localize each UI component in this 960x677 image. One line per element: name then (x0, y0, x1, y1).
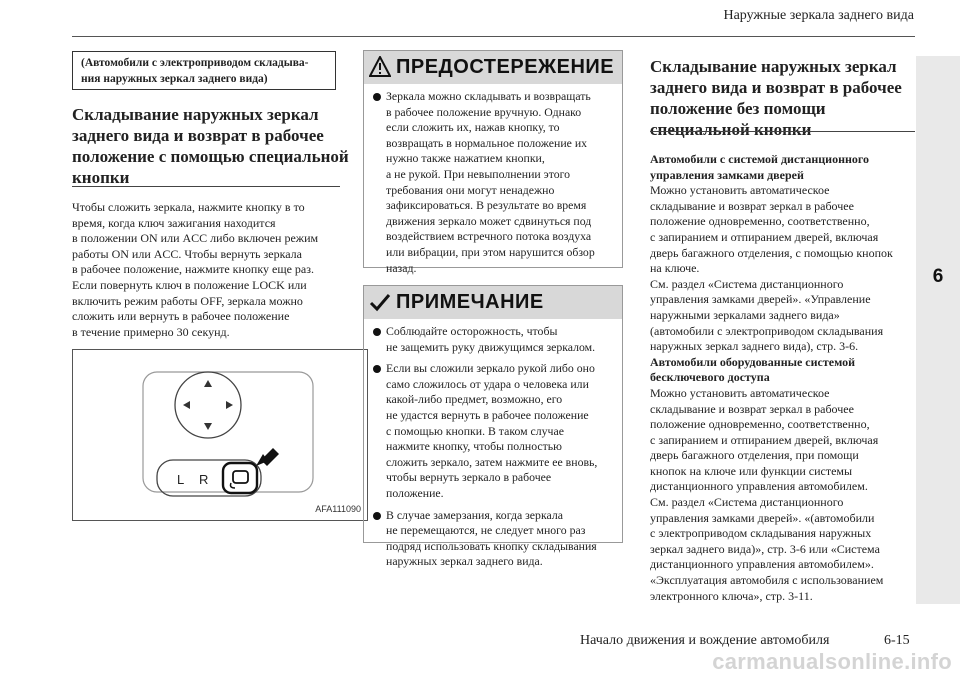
bullet-icon (373, 512, 381, 520)
text-line: назад. (386, 260, 417, 275)
mirror-fold-button (223, 463, 257, 493)
text-line: в рабочее положение вручную. Однако (386, 104, 582, 119)
text-line: Чтобы сложить зеркала, нажмите кнопку в то (72, 200, 305, 214)
text-line: воздействием встречного потока воздуха (386, 229, 592, 244)
heading-line: Складывание наружных зеркал (72, 105, 319, 124)
text-line: требования они могут ненадежно (386, 182, 555, 197)
text-line: а не рукой. При невыполнении этого (386, 166, 571, 181)
text-line: (автомобили с электроприводом складывания (650, 323, 884, 338)
text-line: складывание и возврат зеркал в рабочее (650, 198, 854, 213)
text-line: кнопок на ключе или функции системы (650, 463, 853, 478)
text-line: не защемить руку движущимся зеркалом. (386, 339, 596, 354)
note-list (372, 324, 616, 576)
watermark: carmanualsonline.info (712, 649, 952, 674)
warning-box (363, 50, 623, 275)
text-line: или вибрации, при этом нарушится обзор (386, 244, 595, 259)
text-line: наружных зеркал заднего вида), стр. 3-6. (650, 339, 859, 354)
bullet-icon (373, 365, 381, 373)
text-line: наружными зеркалами заднего вида» (650, 307, 840, 322)
text-line: дверь багажного отделения, с помощью кнопок (650, 245, 893, 260)
text-line: нужно также нажатием кнопки, (386, 151, 545, 166)
text-line: какой-либо предмет, возможно, его (386, 392, 563, 407)
heading-line: заднего вида и возврат в рабочее (72, 126, 324, 145)
checkmark-icon (369, 291, 391, 313)
text-line: в положении ON или ACC либо включен режим (72, 231, 319, 246)
text-line: дистанционного управления автомобилем». (650, 557, 874, 572)
text-line: включить режим работы OFF, зеркала можно (72, 293, 303, 308)
text-line: Можно установить автоматическое (650, 183, 830, 198)
note-box (363, 285, 623, 569)
section-heading-button-folding (72, 104, 352, 188)
text-line: электронного ключа», стр. 3-11. (650, 588, 813, 603)
text-line: нажмите кнопку, чтобы полностью (386, 439, 562, 454)
note-item (372, 508, 616, 570)
text-line: Автомобили с системой дистанционного (650, 152, 870, 166)
warning-header (364, 51, 622, 84)
bullet-icon (373, 93, 381, 101)
chapter-number: 6 (932, 266, 944, 287)
text-line: сложить или вернуть в рабочее положение (72, 309, 290, 324)
text-line: с запиранием и отпиранием дверей, включая (650, 229, 879, 244)
text-line: положение одновременно, соответственно, (650, 214, 870, 229)
chapter-tab (916, 56, 960, 604)
text-line: Соблюдайте осторожность, чтобы (386, 324, 558, 338)
text-line: движения зеркало может сдвинуться под (386, 213, 592, 228)
text-line: наружных зеркал заднего вида. (386, 554, 543, 569)
scope-line: ния наружных зеркал заднего вида) (81, 73, 268, 85)
text-line: возвращать в нормальное положение их (386, 135, 588, 150)
figure-code: AFA111090 (315, 504, 361, 514)
warning-title: ПРЕДОСТЕРЕЖЕНИЕ (396, 56, 615, 78)
auto-folding-body (650, 152, 918, 604)
button-folding-body (72, 200, 357, 340)
switch-label-r: R (199, 472, 209, 487)
text-line: См. раздел «Система дистанционного (650, 276, 844, 291)
text-line: подряд использовать кнопку складывания (386, 538, 597, 553)
text-line: с электроприводом складывания наружных (650, 526, 872, 541)
note-title: ПРИМЕЧАНИЕ (396, 291, 544, 313)
text-line: См. раздел «Система дистанционного (650, 495, 844, 510)
text-line: Если вы сложили зеркало рукой либо оно (386, 361, 595, 376)
heading-line: заднего вида и возврат в рабочее (650, 78, 902, 97)
text-line: положение одновременно, соответственно, (650, 417, 870, 432)
note-item (372, 324, 616, 355)
heading-line: кнопки (72, 168, 130, 187)
note-item (372, 361, 616, 501)
switch-label-l: L (177, 472, 185, 487)
section-heading-auto-folding (650, 56, 915, 140)
warning-triangle-icon (369, 56, 391, 78)
text-line: в течение примерно 30 секунд. (72, 324, 230, 339)
warning-list (372, 89, 616, 282)
arrow-up-icon (204, 380, 212, 387)
warning-item (372, 89, 616, 276)
arrow-left-icon (183, 401, 190, 409)
text-line: складывание и возврат зеркал в рабочее (650, 401, 854, 416)
text-line: «Эксплуатация автомобиля с использованием (650, 573, 884, 588)
heading-rule (650, 131, 915, 132)
text-line: бесключевого доступа (650, 370, 770, 385)
heading-line: специальной кнопки (650, 120, 812, 139)
text-line: если сложить их, нажав кнопку, то (386, 120, 560, 135)
text-line: Зеркала можно складывать и возвращать (386, 89, 591, 103)
header-rule (72, 36, 915, 37)
heading-line: положение без помощи (650, 99, 826, 118)
arrow-down-icon (204, 423, 212, 430)
section-title: Наружные зеркала заднего вида (723, 8, 914, 23)
bullet-icon (373, 328, 381, 336)
text-line: не удастся вернуть в рабочее положение (386, 407, 589, 422)
text-line: работы ON или ACC. Чтобы вернуть зеркала (72, 246, 302, 261)
text-line: дверь багажного отделения, при помощи (650, 448, 859, 463)
text-line: управления замками дверей (650, 167, 804, 182)
text-line: не перемещаются, не следует много раз (386, 523, 586, 538)
heading-line: Складывание наружных зеркал (650, 57, 897, 76)
text-line: зафиксироваться. В результате во время (386, 198, 587, 213)
text-line: дистанционного управления автомобилем. (650, 479, 868, 494)
text-line: Автомобили оборудованные системой (650, 354, 856, 369)
footer-chapter-title: Начало движения и вождение автомобиля (580, 633, 830, 648)
text-line: управления замками дверей». «(автомобили (650, 510, 875, 525)
text-line: Если повернуть ключ в положение LOCK или (72, 277, 307, 292)
text-line: с помощью кнопки. В таком случае (386, 423, 564, 438)
text-line: с запиранием и отпиранием дверей, включая (650, 432, 879, 447)
text-line: время, когда ключ зажигания находится (72, 215, 276, 230)
vehicle-scope-box (72, 51, 336, 90)
text-line: сложить зеркало, затем нажмите ее вновь, (386, 454, 598, 469)
arrow-right-icon (226, 401, 233, 409)
scope-line: (Автомобили с электроприводом складыва- (81, 57, 309, 69)
text-line: управления замками дверей». «Управление (650, 292, 871, 307)
text-line: зеркал заднего вида)», стр. 3-6 или «Система (650, 541, 880, 556)
text-line: само сложилось от удара о человека или (386, 376, 589, 391)
note-header (364, 286, 622, 319)
mirror-switch-illustration (73, 350, 367, 520)
text-line: В случае замерзания, когда зеркала (386, 507, 563, 522)
heading-line: положение с помощью специальной (72, 147, 349, 166)
text-line: положение. (386, 485, 444, 500)
text-line: в рабочее положение, нажмите кнопку еще раз. (72, 262, 314, 277)
text-line: на ключе. (650, 261, 700, 276)
mirror-switch-figure (72, 349, 368, 521)
text-line: чтобы вернуть зеркало в рабочее (386, 470, 552, 485)
page-number: 6-15 (884, 633, 910, 648)
heading-rule (72, 186, 340, 187)
text-line: Можно установить автоматическое (650, 385, 830, 400)
